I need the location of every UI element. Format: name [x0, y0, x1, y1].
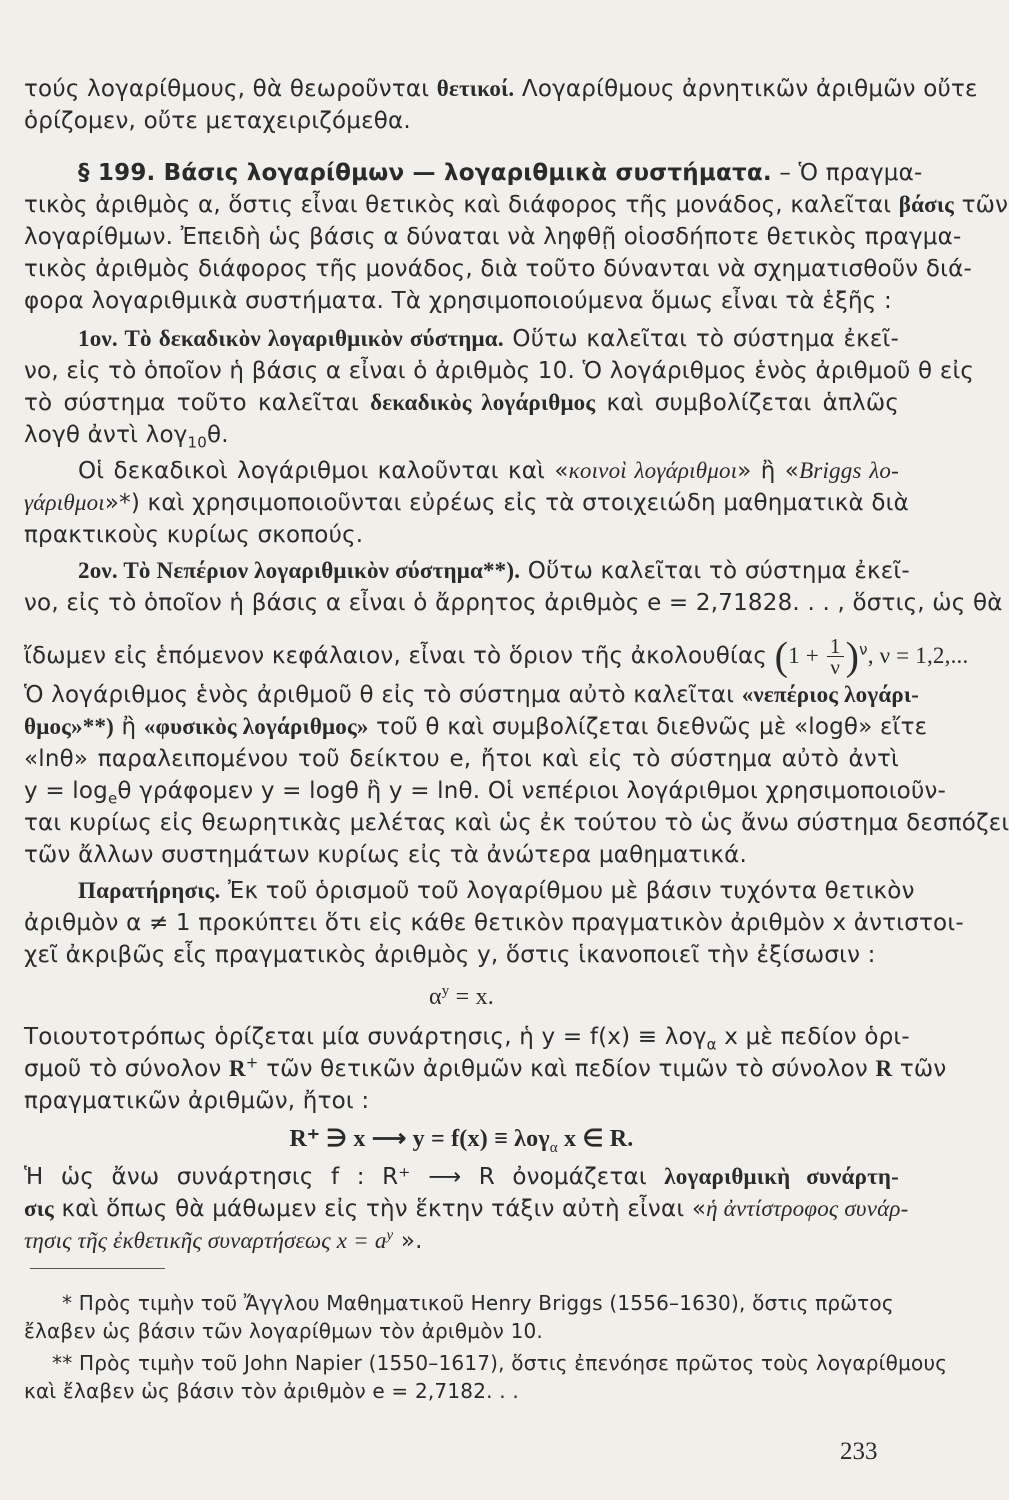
text-line: ὁρίζομεν, οὔτε μεταχειριζόμεθα. — [24, 108, 411, 134]
footnote: * Πρὸς τιμὴν τοῦ Ἄγγλου Μαθηματικοῦ Henry Briggs (1556–1630), ὅστις πρῶτος — [62, 1291, 894, 1315]
paragraph-heading: 1ον. Τὸ δεκαδικὸν λογαριθμικὸν σύστημα. Οὕτω καλεῖται τὸ σύστημα ἐκεῖ- — [78, 326, 900, 352]
text-line: Ὁ λογάριθμος ἑνὸς ἀριθμοῦ θ εἰς τὸ σύστημα αὐτὸ καλεῖται «νεπέριος λογάρι- — [24, 682, 920, 708]
text-line: σμοῦ τὸ σύνολον R+ τῶν θετικῶν ἀριθμῶν καὶ πεδίον τιμῶν τὸ σύνολον R τῶν — [24, 1053, 947, 1082]
text-line: τούς λογαρίθμους, θὰ θεωροῦνται θετικοί. Λογαρίθμους ἀρνητικῶν ἀριθμῶν οὔτε — [24, 76, 978, 102]
text-line: Τοιουτοτρόπως ὁρίζεται μία συνάρτησις, ἡ y = f(x) ≡ λογ$_\alpha$ x μὲ πεδίον ὁρι- — [24, 1024, 910, 1054]
footnote: καὶ ἔλαβεν ὡς βάσιν τὸν ἀριθμὸν e = 2,7182. . . — [24, 1379, 519, 1403]
text-line: νο, εἰς τὸ ὁποῖον ἡ βάσις α εἶναι ὁ ἄρρητος ἀριθμὸς e = 2,71828. . . , ὅστις, ὡς θὰ — [24, 590, 1003, 616]
text-line: φορα λογαριθμικὰ συστήματα. Τὰ χρησιμοποιούμενα ὅμως εἶναι τὰ ἑξῆς : — [24, 288, 892, 314]
fraction: $\frac{1}{\nu}$ — [827, 636, 844, 677]
equation: $\alpha^y = x$. — [428, 983, 495, 1010]
text-line: θμος»**) ἢ «φυσικὸς λογάριθμος» τοῦ θ καὶ συμβολίζεται διεθνῶς μὲ «logθ» εἴτε — [24, 714, 928, 740]
paragraph-heading: 2ον. Τὸ Νεπέριον λογαριθμικὸν σύστημα**). Οὕτω καλεῖται τὸ σύστημα ἐκεῖ- — [78, 558, 910, 584]
text-line: λογαρίθμων. Ἐπειδὴ ὡς βάσις α δύναται νὰ ληφθῇ οἱοσδήποτε θετικὸς πραγμα- — [24, 224, 962, 250]
text-line: νο, εἰς τὸ ὁποῖον ἡ βάσις α εἶναι ὁ ἀριθμὸς 10. Ὁ λογάριθμος ἑνὸς ἀριθμοῦ θ εἰς — [24, 358, 975, 384]
text-line: τικὸς ἀριθμὸς α, ὅστις εἶναι θετικὸς καὶ διάφορος τῆς μονάδος, καλεῖται βάσις τῶν — [24, 192, 1009, 218]
text-line: χεῖ ἀκριβῶς εἷς πραγματικὸς ἀριθμὸς y, ὅστις ἱκανοποιεῖ τὴν ἐξίσωσιν : — [24, 942, 876, 968]
text-line: σις καὶ ὅπως θὰ μάθωμεν εἰς τὴν ἕκτην τάξιν αὐτὴ εἶναι «ἡ ἀντίστροφος συνάρ- — [24, 1196, 909, 1222]
equation: R⁺ ∋ x ⟶ y = f(x) ≡ λογ$_\alpha$ x ∈ R. — [289, 1126, 634, 1156]
text-line: ἴδωμεν εἰς ἑπόμενον κεφάλαιον, εἶναι τὸ ὅριον τῆς ἀκολουθίας (1 + $\frac{1}{\nu}$ )$^\nu$, ν = 1,2,... — [24, 633, 969, 679]
text-line: Οἱ δεκαδικοὶ λογάριθμοι καλοῦνται καὶ «κοινοὶ λογάριθμοι» ἢ «Briggs λο- — [78, 458, 899, 484]
footnote: ** Πρὸς τιμὴν τοῦ John Napier (1550–1617), ὅστις ἐπενόησε πρῶτος τοὺς λογαρίθμους — [52, 1351, 948, 1375]
remark-heading: Παρατήρησις. Ἐκ τοῦ ὁρισμοῦ τοῦ λογαρίθμου μὲ βάσιν τυχόντα θετικὸν — [78, 878, 915, 904]
text-line: τῶν ἄλλων συστημάτων κυρίως εἰς τὰ ἀνώτερα μαθηματικά. — [24, 842, 747, 868]
text-line: «lnθ» παραλειπομένου τοῦ δείκτου e, ἤτοι καὶ εἰς τὸ σύστημα αὐτὸ ἀντὶ — [24, 746, 899, 772]
text-line: Ἡ ὡς ἄνω συνάρτησις f : R⁺ ⟶ R ὀνομάζεται λογαριθμικὴ συνάρτη- — [24, 1164, 900, 1190]
text-line: ται κυρίως εἰς θεωρητικὰς μελέτας καὶ ὡς ἐκ τούτου τὸ ὡς ἄνω σύστημα δεσπόζει — [24, 810, 1009, 836]
text-line: πρακτικοὺς κυρίως σκοπούς. — [24, 522, 364, 548]
section-heading: § 199. Βάσις λογαρίθμων — λογαριθμικὰ συστήματα. – Ὁ πραγμα- — [78, 160, 923, 186]
text-line: τὸ σύστημα τοῦτο καλεῖται δεκαδικὸς λογάριθμος καὶ συμβολίζεται ἁπλῶς — [24, 390, 900, 416]
text-line: τησις τῆς ἐκθετικῆς συναρτήσεως $x = a^y$ ». — [24, 1227, 423, 1254]
footnote-rule — [30, 1268, 165, 1269]
page-number: 233 — [840, 1438, 878, 1465]
text-line: πραγματικῶν ἀριθμῶν, ἤτοι : — [24, 1088, 370, 1114]
footnote: ἔλαβεν ὡς βάσιν τῶν λογαρίθμων τὸν ἀριθμὸν 10. — [24, 1319, 543, 1343]
text-line: τικὸς ἀριθμὸς διάφορος τῆς μονάδος, διὰ τοῦτο δύνανται νὰ σχηματισθοῦν διά- — [24, 256, 972, 282]
text-line: ἀριθμὸν α ≠ 1 προκύπτει ὅτι εἰς κάθε θετικὸν πραγματικὸν ἀριθμὸν x ἀντιστοι- — [24, 910, 964, 936]
text-line: $y = \log_e\theta$ γράφομεν y = logθ ἢ y = lnθ. Οἱ νεπέριοι λογάριθμοι χρησιμοποιοῦν- — [24, 778, 947, 808]
text-line: γάριθμοι»*) καὶ χρησιμοποιοῦνται εὐρέως εἰς τὰ στοιχειώδη μαθηματικὰ διὰ — [24, 490, 910, 516]
text-line: λογθ ἀντὶ λογ$_{10}$θ. — [24, 422, 229, 452]
